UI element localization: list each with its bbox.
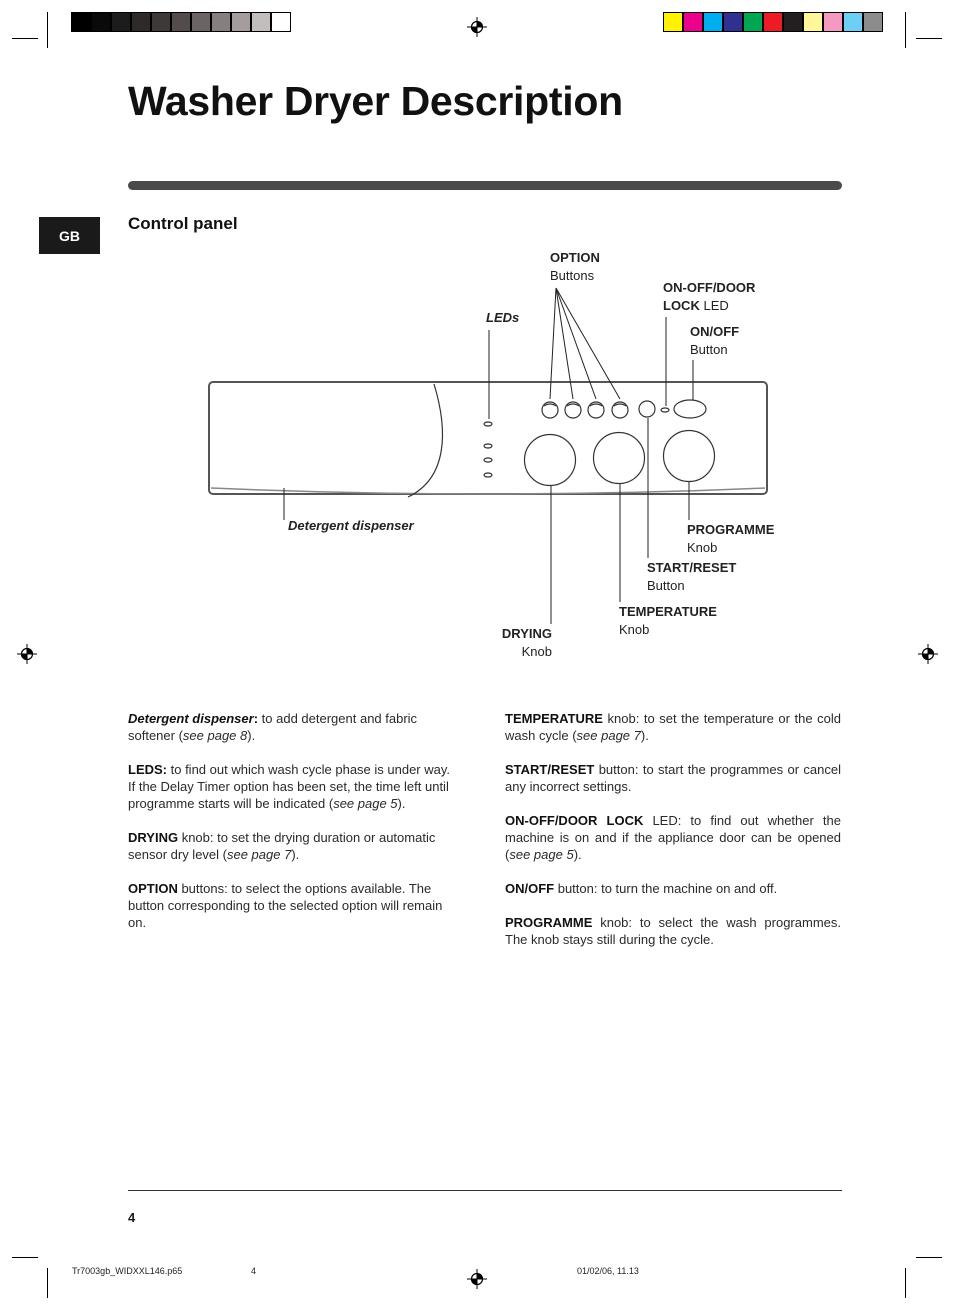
slug-filename: Tr7003gb_WIDXXL146.p65 — [72, 1266, 183, 1276]
registration-mark-bottom — [467, 1269, 487, 1289]
temperature-knob — [594, 433, 645, 484]
led-1 — [484, 422, 492, 426]
led-3 — [484, 458, 492, 462]
door-lock-led — [661, 408, 669, 412]
slug-page: 4 — [251, 1266, 257, 1276]
language-tab: GB — [39, 217, 100, 254]
label-programme: PROGRAMME Knob — [687, 522, 775, 555]
desc-door-lock: ON-OFF/DOOR LOCK LED: to find out whether the machine is on and if the appliance door can be opened (see page 5). — [505, 813, 841, 862]
desc-leds: LEDS: to find out which wash cycle phase is under way. If the Delay Timer option has been set, the time left until programme starts will be indicated (see page 5). — [128, 762, 451, 811]
label-drying: DRYING Knob — [501, 626, 552, 659]
label-onoff: ON/OFF Button — [690, 324, 740, 357]
led-4 — [484, 473, 492, 477]
label-start-reset: START/RESET Button — [647, 560, 737, 593]
led-2 — [484, 444, 492, 448]
desc-onoff: ON/OFF button: to turn the machine on and off. — [505, 881, 778, 896]
description-column-left — [128, 710, 458, 948]
label-onoff-door-lock: ON-OFF/DOOR LOCK LED — [663, 280, 756, 313]
label-option: OPTION Buttons — [550, 250, 600, 283]
programme-knob — [664, 431, 715, 482]
page-number: 4 — [128, 1210, 136, 1225]
drying-knob — [525, 435, 576, 486]
desc-option: OPTION buttons: to select the options available. The button corresponding to the selected option will remain on. — [128, 881, 443, 930]
onoff-button — [674, 400, 706, 418]
desc-temperature: TEMPERATURE knob: to set the temperature or the cold wash cycle (see page 7). — [505, 711, 841, 743]
slug-date: 01/02/06, 11.13 — [577, 1266, 639, 1276]
desc-detergent: Detergent dispenser: to add detergent and fabric softener (see page 8). — [128, 711, 418, 743]
footer-rule — [128, 1190, 842, 1191]
description-column-right — [505, 710, 841, 965]
label-detergent-dispenser: Detergent dispenser — [288, 518, 414, 533]
desc-drying: DRYING knob: to set the drying duration or automatic sensor dry level (see page 7). — [128, 830, 436, 862]
detergent-dispenser-drawer — [408, 384, 442, 497]
desc-start-reset: START/RESET button: to start the programmes or cancel any incorrect settings. — [505, 762, 841, 794]
page-title: Washer Dryer Description — [128, 78, 623, 124]
label-temperature: TEMPERATURE Knob — [619, 604, 717, 637]
desc-programme: PROGRAMME knob: to select the wash programmes. The knob stays still during the cycle. — [505, 915, 841, 947]
start-reset-button — [639, 401, 655, 417]
section-title: Control panel — [128, 214, 238, 233]
label-leds: LEDs — [486, 310, 520, 325]
